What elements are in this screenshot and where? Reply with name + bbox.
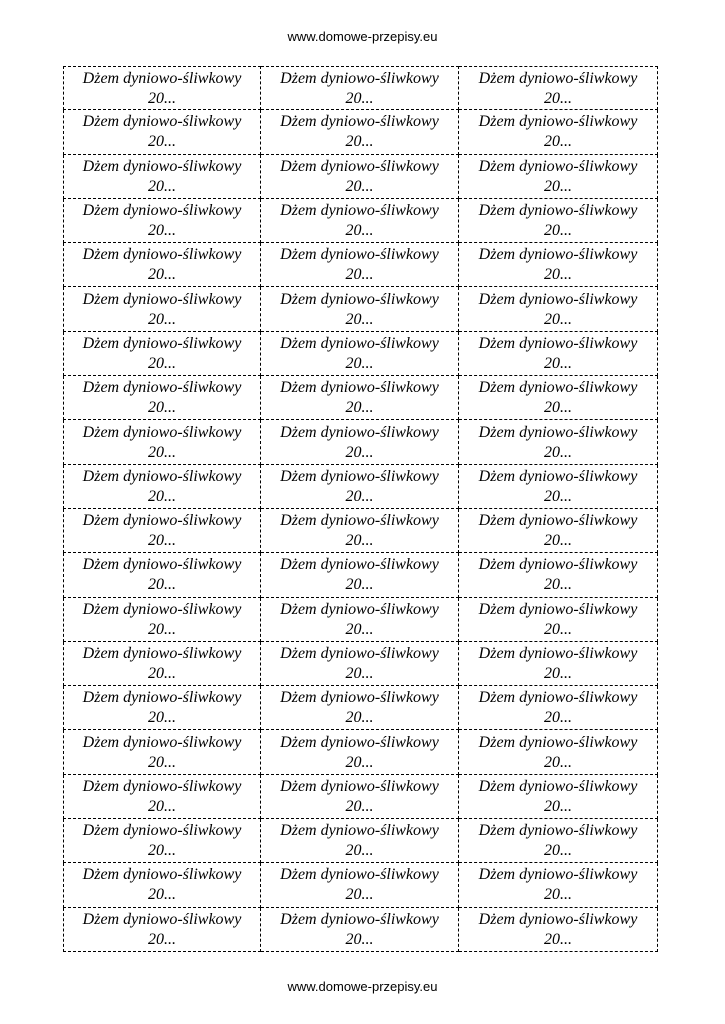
- jar-label-year: 20...: [544, 487, 572, 505]
- jar-label-title: Dżem dyniowo-śliwkowy: [280, 910, 439, 928]
- jar-label-year: 20...: [345, 665, 374, 682]
- jar-label-year: 20...: [148, 930, 176, 948]
- jar-label-title: Dżem dyniowo-śliwkowy: [478, 423, 638, 441]
- header-site-url: www.domowe-przepisy.eu: [287, 29, 438, 44]
- jar-label-year: 20...: [345, 222, 374, 240]
- jar-label-title: Dżem dyniowo-śliwkowy: [478, 69, 638, 87]
- jar-label-title: Dżem dyniowo-śliwkowy: [82, 157, 242, 175]
- jar-label-title: Dżem dyniowo-śliwkowy: [280, 556, 439, 574]
- jar-label: [459, 66, 658, 110]
- jar-label: [261, 376, 459, 420]
- jar-label-title: Dżem dyniowo-śliwkowy: [478, 290, 638, 308]
- jar-label: [63, 908, 261, 952]
- jar-label: [261, 775, 459, 819]
- jar-label: [459, 730, 658, 774]
- jar-label: [63, 465, 261, 509]
- jar-label: [261, 243, 459, 287]
- jar-label: [459, 553, 658, 597]
- jar-label-title: Dżem dyniowo-śliwkowy: [82, 689, 242, 707]
- jar-label: [63, 199, 261, 243]
- jar-label-title: Dżem dyniowo-śliwkowy: [478, 157, 638, 175]
- jar-label-year: 20...: [544, 797, 572, 815]
- jar-label: [63, 155, 261, 199]
- jar-label-title: Dżem dyniowo-śliwkowy: [478, 467, 638, 485]
- jar-label: [261, 686, 459, 730]
- jar-label-year: 20...: [148, 443, 176, 461]
- jar-label-title: Dżem dyniowo-śliwkowy: [280, 113, 439, 131]
- jar-label-year: 20...: [544, 222, 572, 240]
- jar-label: [261, 420, 459, 464]
- jar-label-year: 20...: [345, 842, 374, 860]
- jar-label-year: 20...: [148, 842, 176, 860]
- jar-label-year: 20...: [148, 797, 176, 815]
- jar-label-year: 20...: [345, 532, 374, 550]
- jar-label-title: Dżem dyniowo-śliwkowy: [82, 645, 242, 662]
- jar-label-year: 20...: [148, 665, 176, 682]
- jar-label: [459, 332, 658, 376]
- jar-label: [459, 465, 658, 509]
- jar-label-title: Dżem dyniowo-śliwkowy: [478, 202, 638, 220]
- jar-label: [261, 908, 459, 952]
- jar-label-year: 20...: [345, 797, 374, 815]
- jar-label-year: 20...: [148, 532, 176, 550]
- jar-label-year: 20...: [345, 576, 374, 594]
- jar-label-title: Dżem dyniowo-śliwkowy: [280, 69, 439, 87]
- jar-label-year: 20...: [148, 133, 176, 151]
- jar-label: [261, 66, 459, 110]
- jar-label-title: Dżem dyniowo-śliwkowy: [82, 113, 242, 131]
- jar-label: [63, 287, 261, 331]
- jar-label-year: 20...: [345, 266, 374, 284]
- jar-label-title: Dżem dyniowo-śliwkowy: [478, 379, 638, 397]
- jar-label: [459, 376, 658, 420]
- jar-label: [63, 243, 261, 287]
- jar-label-year: 20...: [544, 266, 572, 284]
- jar-label-title: Dżem dyniowo-śliwkowy: [280, 202, 439, 220]
- jar-label-title: Dżem dyniowo-śliwkowy: [280, 689, 439, 707]
- jar-label-year: 20...: [148, 620, 176, 638]
- jar-label-title: Dżem dyniowo-śliwkowy: [478, 777, 638, 795]
- jar-label: [63, 775, 261, 819]
- jar-label-title: Dżem dyniowo-śliwkowy: [82, 600, 242, 618]
- jar-label-year: 20...: [345, 753, 374, 771]
- jar-label-title: Dżem dyniowo-śliwkowy: [82, 910, 242, 928]
- jar-label-year: 20...: [544, 842, 572, 860]
- jar-label-title: Dżem dyniowo-śliwkowy: [82, 202, 242, 220]
- jar-label: [261, 465, 459, 509]
- jar-label-title: Dżem dyniowo-śliwkowy: [82, 866, 242, 884]
- jar-label-year: 20...: [544, 443, 572, 461]
- label-grid: [63, 66, 658, 952]
- jar-label-year: 20...: [345, 310, 374, 328]
- jar-label: [459, 420, 658, 464]
- jar-label-year: 20...: [148, 310, 176, 328]
- jar-label: [63, 686, 261, 730]
- jar-label-year: 20...: [345, 930, 374, 948]
- jar-label-year: 20...: [345, 133, 374, 151]
- jar-label-year: 20...: [544, 665, 572, 682]
- jar-label: [261, 155, 459, 199]
- jar-label-year: 20...: [544, 177, 572, 195]
- jar-label-year: 20...: [345, 89, 374, 107]
- jar-label: [459, 863, 658, 907]
- jar-label-title: Dżem dyniowo-śliwkowy: [82, 467, 242, 485]
- jar-label-year: 20...: [148, 266, 176, 284]
- jar-label: [261, 730, 459, 774]
- jar-label: [261, 553, 459, 597]
- jar-label: [63, 376, 261, 420]
- jar-label-year: 20...: [544, 576, 572, 594]
- jar-label-title: Dżem dyniowo-śliwkowy: [478, 822, 638, 840]
- jar-label-year: 20...: [544, 886, 572, 904]
- jar-label: [459, 110, 658, 154]
- jar-label: [63, 509, 261, 553]
- jar-label: [459, 199, 658, 243]
- jar-label-title: Dżem dyniowo-śliwkowy: [478, 645, 638, 662]
- jar-label: [459, 642, 658, 686]
- jar-label: [63, 110, 261, 154]
- jar-label-title: Dżem dyniowo-śliwkowy: [82, 822, 242, 840]
- jar-label-title: Dżem dyniowo-śliwkowy: [280, 334, 439, 352]
- jar-label-title: Dżem dyniowo-śliwkowy: [478, 334, 638, 352]
- jar-label-title: Dżem dyniowo-śliwkowy: [478, 910, 638, 928]
- jar-label-year: 20...: [148, 222, 176, 240]
- jar-label-title: Dżem dyniowo-śliwkowy: [280, 246, 439, 264]
- jar-label-year: 20...: [544, 709, 572, 727]
- jar-label: [63, 819, 261, 863]
- jar-label-title: Dżem dyniowo-śliwkowy: [478, 866, 638, 884]
- jar-label-title: Dżem dyniowo-śliwkowy: [280, 512, 439, 530]
- jar-label-title: Dżem dyniowo-śliwkowy: [280, 290, 439, 308]
- jar-label: [459, 287, 658, 331]
- jar-label-title: Dżem dyniowo-śliwkowy: [82, 512, 242, 530]
- jar-label-year: 20...: [544, 620, 572, 638]
- jar-label-title: Dżem dyniowo-śliwkowy: [280, 733, 439, 751]
- jar-label-title: Dżem dyniowo-śliwkowy: [280, 423, 439, 441]
- jar-label: [459, 243, 658, 287]
- jar-label-title: Dżem dyniowo-śliwkowy: [280, 777, 439, 795]
- jar-label-year: 20...: [345, 443, 374, 461]
- jar-label-year: 20...: [345, 620, 374, 638]
- jar-label-year: 20...: [345, 399, 374, 417]
- jar-label: [261, 287, 459, 331]
- jar-label-title: Dżem dyniowo-śliwkowy: [82, 379, 242, 397]
- jar-label: [261, 332, 459, 376]
- jar-label-year: 20...: [148, 576, 176, 594]
- jar-label-year: 20...: [148, 399, 176, 417]
- jar-label-title: Dżem dyniowo-śliwkowy: [478, 512, 638, 530]
- jar-label-year: 20...: [148, 487, 176, 505]
- jar-label: [261, 642, 459, 686]
- jar-label-title: Dżem dyniowo-śliwkowy: [478, 600, 638, 618]
- jar-label-year: 20...: [148, 753, 176, 771]
- jar-label: [261, 863, 459, 907]
- jar-label-title: Dżem dyniowo-śliwkowy: [478, 246, 638, 264]
- jar-label-title: Dżem dyniowo-śliwkowy: [280, 822, 439, 840]
- jar-label-title: Dżem dyniowo-śliwkowy: [82, 334, 242, 352]
- jar-label-title: Dżem dyniowo-śliwkowy: [82, 290, 242, 308]
- jar-label-year: 20...: [544, 310, 572, 328]
- jar-label-year: 20...: [544, 753, 572, 771]
- jar-label-title: Dżem dyniowo-śliwkowy: [478, 689, 638, 707]
- jar-label: [63, 863, 261, 907]
- jar-label-year: 20...: [148, 709, 176, 727]
- jar-label-year: 20...: [345, 354, 374, 372]
- footer-site-url: www.domowe-przepisy.eu: [287, 979, 438, 994]
- jar-label-title: Dżem dyniowo-śliwkowy: [82, 777, 242, 795]
- jar-label-title: Dżem dyniowo-śliwkowy: [82, 733, 242, 751]
- jar-label: [63, 553, 261, 597]
- jar-label: [63, 420, 261, 464]
- jar-label-year: 20...: [544, 354, 572, 372]
- jar-label-year: 20...: [345, 177, 374, 195]
- jar-label-title: Dżem dyniowo-śliwkowy: [280, 379, 439, 397]
- jar-label-year: 20...: [148, 886, 176, 904]
- jar-label-title: Dżem dyniowo-śliwkowy: [280, 866, 439, 884]
- jar-label-title: Dżem dyniowo-śliwkowy: [280, 600, 439, 618]
- jar-label-year: 20...: [148, 89, 176, 107]
- jar-label: [459, 908, 658, 952]
- jar-label-title: Dżem dyniowo-śliwkowy: [82, 556, 242, 574]
- jar-label: [63, 598, 261, 642]
- jar-label: [459, 598, 658, 642]
- jar-label-title: Dżem dyniowo-śliwkowy: [478, 556, 638, 574]
- jar-label: [459, 819, 658, 863]
- jar-label-year: 20...: [345, 487, 374, 505]
- jar-label-year: 20...: [345, 709, 374, 727]
- jar-label-year: 20...: [544, 133, 572, 151]
- jar-label: [261, 819, 459, 863]
- jar-label: [261, 598, 459, 642]
- jar-label-title: Dżem dyniowo-śliwkowy: [280, 157, 439, 175]
- jar-label: [459, 155, 658, 199]
- jar-label-year: 20...: [544, 532, 572, 550]
- jar-label-title: Dżem dyniowo-śliwkowy: [478, 733, 638, 751]
- jar-label: [459, 775, 658, 819]
- jar-label: [261, 199, 459, 243]
- jar-label: [63, 642, 261, 686]
- jar-label-year: 20...: [148, 354, 176, 372]
- jar-label: [459, 686, 658, 730]
- jar-label-title: Dżem dyniowo-śliwkowy: [82, 69, 242, 87]
- jar-label-title: Dżem dyniowo-śliwkowy: [82, 423, 242, 441]
- jar-label-year: 20...: [544, 399, 572, 417]
- jar-label: [63, 66, 261, 110]
- jar-label-year: 20...: [148, 177, 176, 195]
- jar-label: [63, 730, 261, 774]
- jar-label: [261, 509, 459, 553]
- jar-label-year: 20...: [345, 886, 374, 904]
- jar-label: [261, 110, 459, 154]
- jar-label-year: 20...: [544, 89, 572, 107]
- jar-label-title: Dżem dyniowo-śliwkowy: [82, 246, 242, 264]
- jar-label: [63, 332, 261, 376]
- jar-label-title: Dżem dyniowo-śliwkowy: [280, 467, 439, 485]
- jar-label-title: Dżem dyniowo-śliwkowy: [280, 645, 439, 662]
- jar-label-year: 20...: [544, 930, 572, 948]
- jar-label: [459, 509, 658, 553]
- jar-label-title: Dżem dyniowo-śliwkowy: [478, 113, 638, 131]
